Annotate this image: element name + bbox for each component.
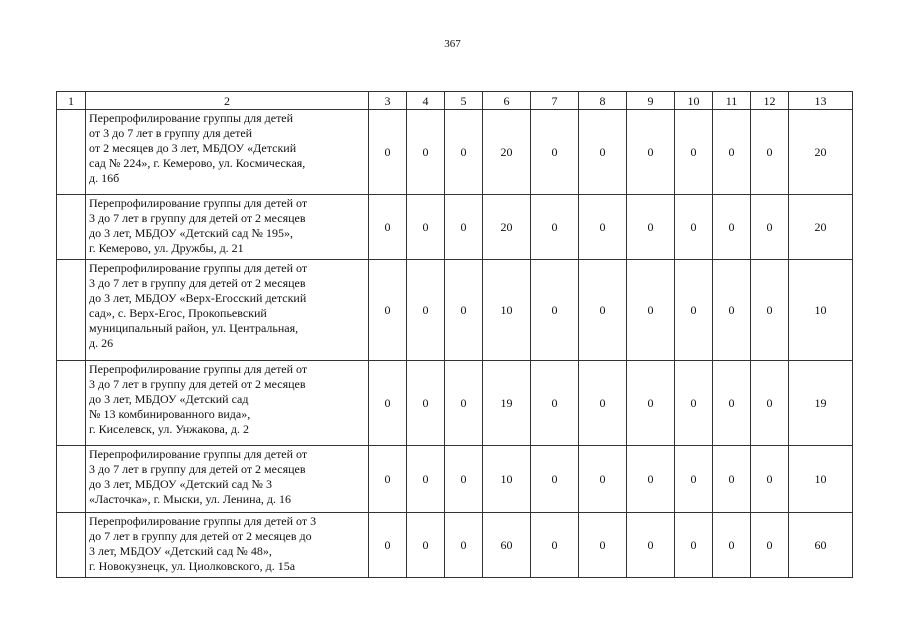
value-cell: 0	[713, 260, 751, 361]
value-cell: 0	[713, 446, 751, 513]
description-cell	[86, 110, 369, 195]
description-cell	[86, 195, 369, 260]
value-cell: 0	[675, 260, 713, 361]
value-cell: 0	[627, 513, 675, 578]
table-row	[57, 446, 853, 513]
description-line: сад», с. Верх-Егос, Прокопьевский	[89, 306, 267, 320]
table-row	[57, 260, 853, 361]
value-cell: 0	[407, 195, 445, 260]
description-line: г. Новокузнецк, ул. Циолковского, д. 15а	[89, 559, 296, 573]
value-cell: 0	[751, 260, 789, 361]
value-cell: 0	[407, 361, 445, 446]
description-line: Перепрофилирование группы для детей от	[89, 196, 308, 210]
description-line: от 3 до 7 лет в группу для детей	[89, 126, 253, 140]
description-line: «Ласточка», г. Мыски, ул. Ленина, д. 16	[89, 492, 291, 506]
row-number-cell	[57, 361, 86, 446]
value-cell: 0	[445, 361, 483, 446]
value-cell: 0	[675, 361, 713, 446]
page-number: 367	[444, 38, 461, 50]
value-cell: 20	[483, 195, 531, 260]
value-cell: 19	[789, 361, 853, 446]
table-row	[57, 195, 853, 260]
description-line: до 3 лет, МБДОУ «Детский сад № 195»,	[89, 226, 293, 240]
description-line: 3 лет, МБДОУ «Детский сад № 48»,	[89, 544, 272, 558]
value-cell: 0	[713, 195, 751, 260]
header-row	[57, 92, 853, 110]
value-cell: 0	[713, 361, 751, 446]
description-line: 3 до 7 лет в группу для детей от 2 месяцев	[89, 377, 306, 391]
value-cell: 0	[627, 260, 675, 361]
value-cell: 0	[751, 361, 789, 446]
description-line: муниципальный район, ул. Центральная,	[89, 321, 299, 335]
value-cell: 0	[579, 513, 627, 578]
value-cell: 0	[407, 446, 445, 513]
row-number-cell	[57, 195, 86, 260]
description-line: г. Кемерово, ул. Дружбы, д. 21	[89, 241, 244, 255]
column-header: 5	[445, 92, 483, 110]
column-header: 10	[675, 92, 713, 110]
value-cell: 20	[483, 110, 531, 195]
value-cell: 0	[445, 195, 483, 260]
value-cell: 0	[531, 361, 579, 446]
column-header: 12	[751, 92, 789, 110]
value-cell: 0	[579, 260, 627, 361]
description-line: Перепрофилирование группы для детей от	[89, 447, 308, 461]
row-number-cell	[57, 110, 86, 195]
column-header: 11	[713, 92, 751, 110]
table-row	[57, 513, 853, 578]
description-line: до 3 лет, МБДОУ «Детский сад	[89, 392, 249, 406]
value-cell: 0	[407, 260, 445, 361]
data-table	[56, 91, 853, 578]
description-line: Перепрофилирование группы для детей от 3	[89, 514, 317, 528]
description-cell	[86, 513, 369, 578]
description-line: д. 16б	[89, 171, 120, 185]
value-cell: 0	[713, 513, 751, 578]
value-cell: 0	[579, 446, 627, 513]
description-line: Перепрофилирование группы для детей	[89, 111, 294, 125]
value-cell: 0	[531, 195, 579, 260]
value-cell: 0	[531, 110, 579, 195]
value-cell: 0	[579, 195, 627, 260]
value-cell: 0	[445, 110, 483, 195]
value-cell: 20	[789, 110, 853, 195]
column-header: 13	[789, 92, 853, 110]
description-line: г. Киселевск, ул. Унжакова, д. 2	[89, 422, 249, 436]
value-cell: 0	[369, 195, 407, 260]
value-cell: 0	[751, 446, 789, 513]
value-cell: 19	[483, 361, 531, 446]
value-cell: 0	[407, 513, 445, 578]
column-header: 1	[57, 92, 86, 110]
value-cell: 0	[531, 446, 579, 513]
column-header: 9	[627, 92, 675, 110]
value-cell: 0	[445, 446, 483, 513]
value-cell: 0	[627, 110, 675, 195]
value-cell: 60	[483, 513, 531, 578]
column-header: 4	[407, 92, 445, 110]
value-cell: 0	[531, 260, 579, 361]
value-cell: 0	[751, 110, 789, 195]
value-cell: 10	[789, 260, 853, 361]
value-cell: 0	[445, 513, 483, 578]
value-cell: 0	[627, 195, 675, 260]
value-cell: 0	[675, 195, 713, 260]
table-row	[57, 110, 853, 195]
value-cell: 0	[627, 446, 675, 513]
description-cell	[86, 446, 369, 513]
value-cell: 0	[369, 446, 407, 513]
value-cell: 0	[751, 195, 789, 260]
column-header: 7	[531, 92, 579, 110]
value-cell: 0	[369, 513, 407, 578]
value-cell: 0	[531, 513, 579, 578]
column-header: 2	[86, 92, 369, 110]
row-number-cell	[57, 446, 86, 513]
value-cell: 0	[713, 110, 751, 195]
description-line: Перепрофилирование группы для детей от	[89, 362, 308, 376]
value-cell: 10	[483, 260, 531, 361]
description-line: 3 до 7 лет в группу для детей от 2 месяцев	[89, 462, 306, 476]
value-cell: 0	[675, 110, 713, 195]
description-line: до 3 лет, МБДОУ «Детский сад № 3	[89, 477, 272, 491]
value-cell: 0	[407, 110, 445, 195]
description-line: до 3 лет, МБДОУ «Верх-Егосский детский	[89, 291, 307, 305]
value-cell: 0	[579, 110, 627, 195]
value-cell: 0	[675, 513, 713, 578]
value-cell: 0	[445, 260, 483, 361]
row-number-cell	[57, 260, 86, 361]
value-cell: 0	[675, 446, 713, 513]
description-line: д. 26	[89, 336, 114, 350]
value-cell: 0	[369, 110, 407, 195]
table-row	[57, 361, 853, 446]
description-line: сад № 224», г. Кемерово, ул. Космическая,	[89, 156, 306, 170]
value-cell: 60	[789, 513, 853, 578]
description-line: 3 до 7 лет в группу для детей от 2 месяцев	[89, 211, 306, 225]
row-number-cell	[57, 513, 86, 578]
column-header: 6	[483, 92, 531, 110]
description-cell	[86, 361, 369, 446]
value-cell: 20	[789, 195, 853, 260]
value-cell: 10	[483, 446, 531, 513]
value-cell: 0	[579, 361, 627, 446]
description-line: № 13 комбинированного вида»,	[89, 407, 251, 421]
column-header: 3	[369, 92, 407, 110]
description-cell	[86, 260, 369, 361]
description-line: от 2 месяцев до 3 лет, МБДОУ «Детский	[89, 141, 297, 155]
column-header: 8	[579, 92, 627, 110]
description-line: Перепрофилирование группы для детей от	[89, 261, 308, 275]
value-cell: 0	[369, 260, 407, 361]
value-cell: 10	[789, 446, 853, 513]
value-cell: 0	[751, 513, 789, 578]
description-line: до 7 лет в группу для детей от 2 месяцев до	[89, 529, 312, 543]
value-cell: 0	[369, 361, 407, 446]
value-cell: 0	[627, 361, 675, 446]
description-line: 3 до 7 лет в группу для детей от 2 месяцев	[89, 276, 306, 290]
